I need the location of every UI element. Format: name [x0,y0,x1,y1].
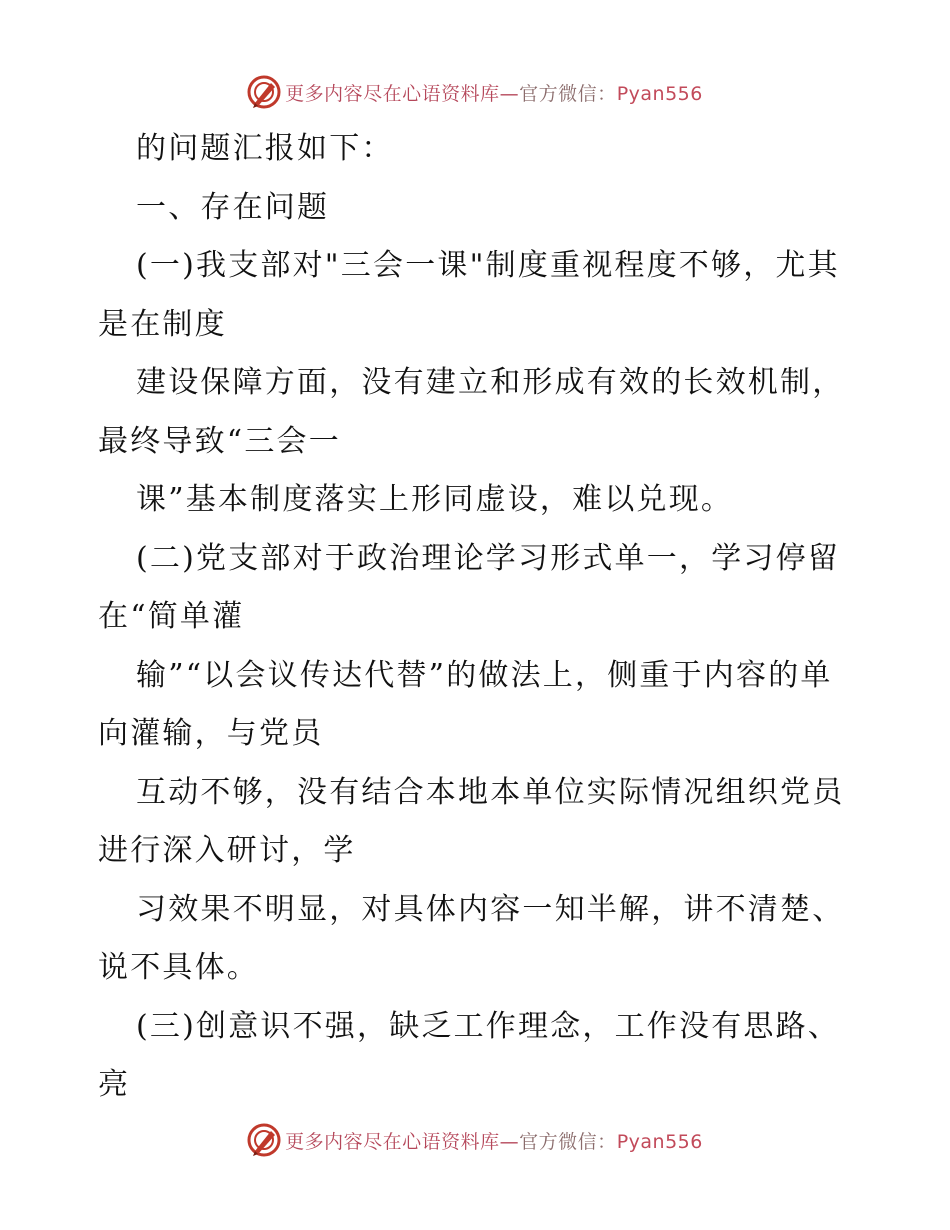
paragraph-1: 的问题汇报如下： [136,131,394,166]
watermark-wechat-id: Pyan556 [616,1130,703,1153]
section-heading: 一、存在问题 [136,189,330,225]
watermark-wechat-label: 官方微信： [519,1130,617,1153]
watermark-wechat-label: 官方微信： [519,82,617,105]
paragraph-9: 习效果不明显，对具体内容一知半解，讲不清楚、说不具体。 [98,891,845,985]
watermark-wechat-id: Pyan556 [616,82,703,105]
document-body [98,120,856,1115]
paragraph-10: (三)创意识不强，缺乏工作理念，工作没有思路、亮 [98,1008,841,1102]
watermark-prefix: 更多内容尽在心语资料库— [285,1130,520,1153]
paragraph-5: 课”基本制度落实上形同虚设，难以兑现。 [136,482,734,517]
header-watermark [0,70,950,114]
paragraph-6: (二)党支部对于政治理论学习形式单一，学习停留在“简单灌 [98,540,841,634]
paragraph-8: 互动不够，没有结合本地本单位实际情况组织党员进行深入研讨，学 [98,774,845,868]
pen-logo-icon [247,1123,281,1157]
watermark-prefix: 更多内容尽在心语资料库— [285,82,520,105]
paragraph-4: 建设保障方面，没有建立和形成有效的长效机制，最终导致“三会一 [98,365,845,459]
footer-watermark [0,1118,950,1162]
paragraph-3: (一)我支部对"三会一课"制度重视程度不够，尤其是在制度 [98,248,840,342]
pen-logo-icon [247,75,281,109]
paragraph-7: 输”“以会议传达代替”的做法上，侧重于内容的单向灌输，与党员 [98,657,833,751]
